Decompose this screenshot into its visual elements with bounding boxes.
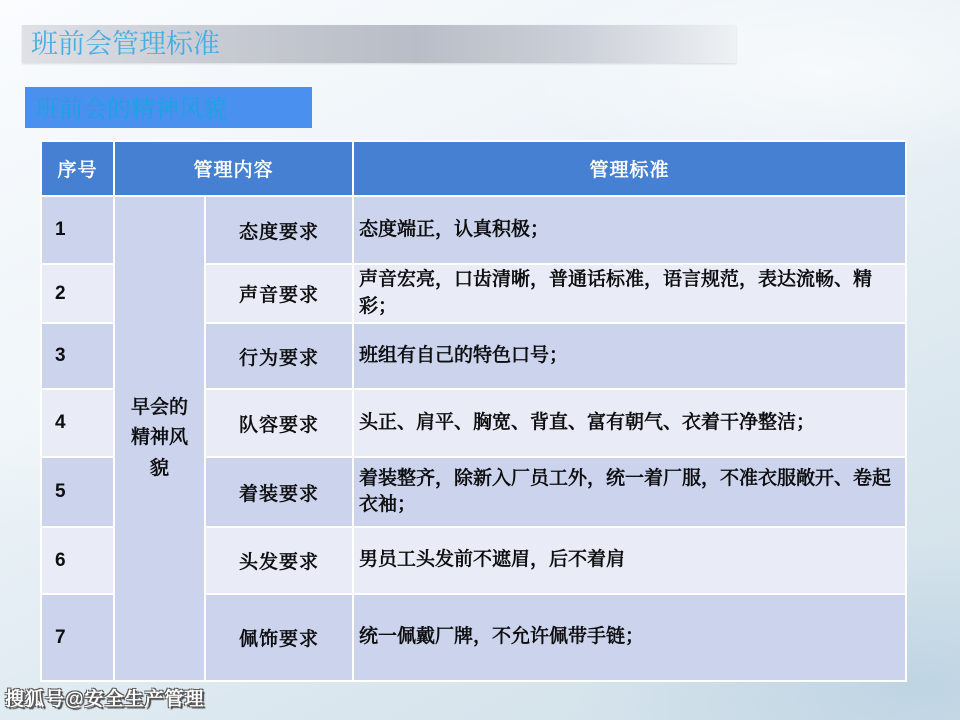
item-cell: 态度要求 — [205, 196, 353, 264]
header-no: 序号 — [41, 141, 114, 196]
item-cell: 着装要求 — [205, 457, 353, 527]
standard-cell: 态度端正，认真积极； — [353, 196, 906, 264]
merged-content-label: 早会的精神风貌 — [130, 397, 188, 479]
item-cell: 声音要求 — [205, 264, 353, 323]
row-number-cell: 1 — [41, 196, 114, 264]
management-standards-table — [40, 140, 907, 682]
watermark: 搜狐号@安全生产管理 — [5, 689, 205, 710]
row-number-cell: 3 — [41, 323, 114, 389]
row-number-cell: 7 — [41, 594, 114, 681]
standard-cell: 男员工头发前不遮眉，后不着肩 — [353, 527, 906, 594]
table-row — [41, 196, 906, 264]
standard-cell: 头正、肩平、胸宽、背直、富有朝气、衣着干净整洁； — [353, 389, 906, 457]
header-standard: 管理标准 — [353, 141, 906, 196]
row-number-cell: 4 — [41, 389, 114, 457]
item-cell: 佩饰要求 — [205, 594, 353, 681]
item-cell: 行为要求 — [205, 323, 353, 389]
slide-title-bar — [22, 25, 736, 63]
standard-cell: 统一佩戴厂牌，不允许佩带手链； — [353, 594, 906, 681]
subtitle-box — [25, 87, 312, 128]
item-cell: 队容要求 — [205, 389, 353, 457]
row-number-cell: 5 — [41, 457, 114, 527]
header-content: 管理内容 — [114, 141, 353, 196]
standard-cell: 班组有自己的特色口号； — [353, 323, 906, 389]
table-header-row — [41, 141, 906, 196]
section-subtitle: 班前会的精神风貌 — [35, 97, 227, 123]
merged-content-cell — [114, 196, 205, 681]
row-number-cell: 2 — [41, 264, 114, 323]
standard-cell: 声音宏亮，口齿清晰，普通话标准，语言规范，表达流畅、精彩； — [353, 264, 906, 323]
row-number-cell: 6 — [41, 527, 114, 594]
page-title: 班前会管理标准 — [31, 29, 220, 59]
standard-cell: 着装整齐，除新入厂员工外，统一着厂服，不准衣服敞开、卷起衣袖； — [353, 457, 906, 527]
item-cell: 头发要求 — [205, 527, 353, 594]
